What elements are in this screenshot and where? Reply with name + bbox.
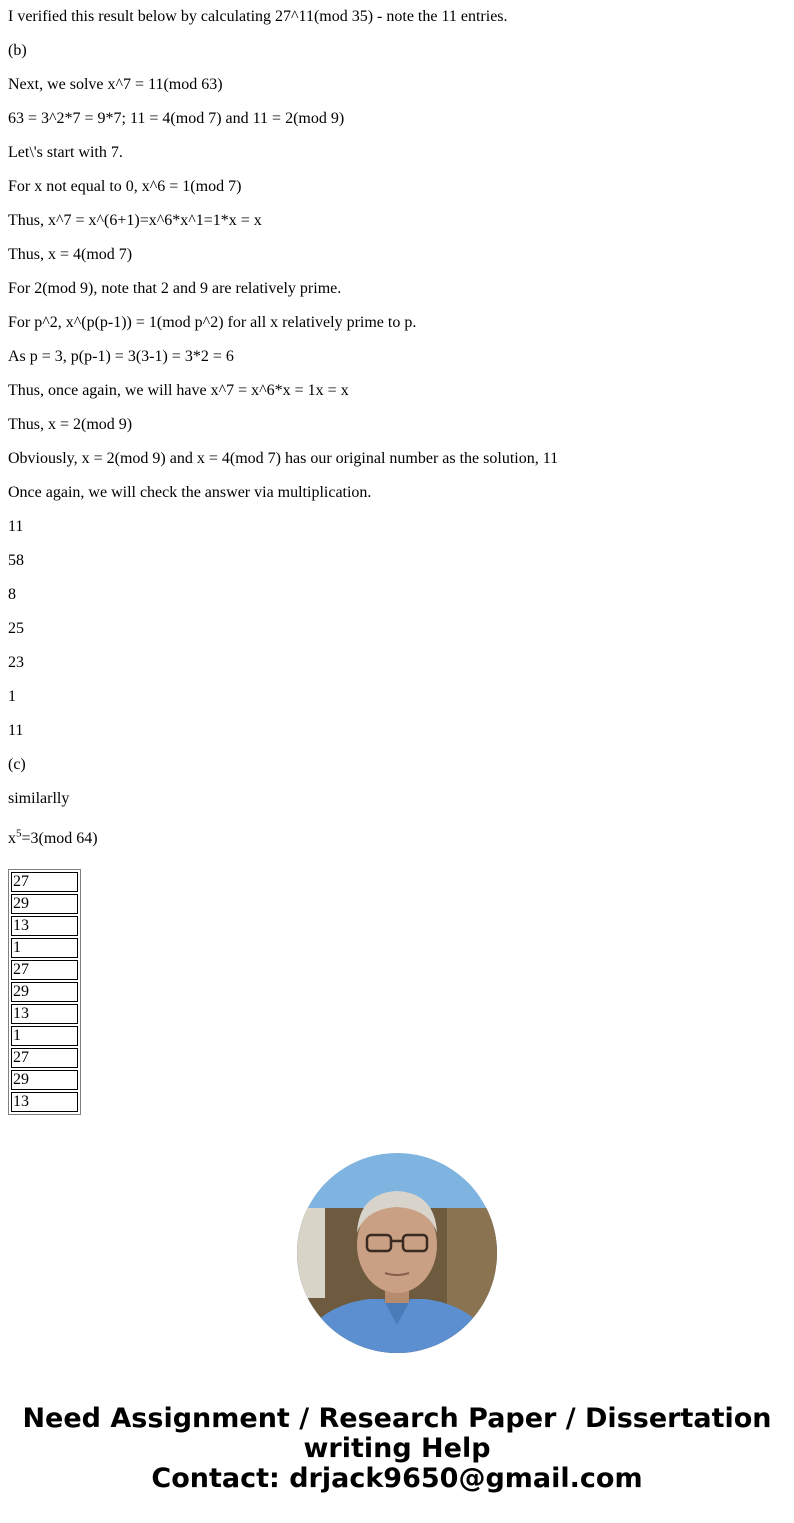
table-row bbox=[11, 1004, 78, 1024]
table-row bbox=[11, 1048, 78, 1068]
check-value: 25 bbox=[8, 620, 24, 637]
table-cell: 13 bbox=[11, 1092, 78, 1112]
text-line: Once again, we will check the answer via multiplication. bbox=[8, 484, 372, 501]
check-value: 11 bbox=[8, 722, 24, 739]
table-cell: 1 bbox=[11, 938, 78, 958]
values-table bbox=[8, 869, 81, 1115]
text-line: Obviously, x = 2(mod 9) and x = 4(mod 7) has our original number as the solution, 11 bbox=[8, 450, 559, 467]
text-line: Thus, x = 4(mod 7) bbox=[8, 246, 133, 263]
avatar-window bbox=[297, 1208, 325, 1298]
table-row bbox=[11, 1092, 78, 1112]
table-cell: 13 bbox=[11, 1004, 78, 1024]
text-line: similarlly bbox=[8, 790, 70, 807]
promo-line: writing Help bbox=[303, 1433, 491, 1464]
text-line: Next, we solve x^7 = 11(mod 63) bbox=[8, 76, 223, 93]
check-value: 23 bbox=[8, 654, 24, 671]
equation-exponent: 5 bbox=[16, 827, 22, 840]
check-value: 8 bbox=[8, 586, 16, 603]
text-line: Thus, x = 2(mod 9) bbox=[8, 416, 133, 433]
promo-banner bbox=[0, 1404, 794, 1494]
text-line: Thus, once again, we will have x^7 = x^6*x = 1x = x bbox=[8, 382, 349, 399]
table-row bbox=[11, 982, 78, 1002]
table-cell: 29 bbox=[11, 1070, 78, 1090]
text-line: I verified this result below by calculating 27^11(mod 35) - note the 11 entries. bbox=[8, 8, 508, 25]
check-value: 11 bbox=[8, 518, 24, 535]
table-cell: 27 bbox=[11, 872, 78, 892]
table-cell: 29 bbox=[11, 982, 78, 1002]
text-line: 63 = 3^2*7 = 9*7; 11 = 4(mod 7) and 11 = 2(mod 9) bbox=[8, 110, 345, 127]
table-cell: 1 bbox=[11, 1026, 78, 1046]
section-label-c: (c) bbox=[8, 756, 26, 773]
text-line: For 2(mod 9), note that 2 and 9 are relatively prime. bbox=[8, 280, 342, 297]
table-row bbox=[11, 960, 78, 980]
table-cell: 29 bbox=[11, 894, 78, 914]
equation-rest: =3(mod 64) bbox=[21, 830, 98, 847]
check-value: 58 bbox=[8, 552, 24, 569]
author-avatar bbox=[297, 1153, 497, 1353]
check-value: 1 bbox=[8, 688, 16, 705]
table-cell: 27 bbox=[11, 1048, 78, 1068]
text-line: Let\'s start with 7. bbox=[8, 144, 123, 161]
promo-contact: Contact: drjack9650@gmail.com bbox=[151, 1463, 643, 1494]
table-row bbox=[11, 872, 78, 892]
table-row bbox=[11, 916, 78, 936]
text-line: As p = 3, p(p-1) = 3(3-1) = 3*2 = 6 bbox=[8, 348, 234, 365]
section-label-b: (b) bbox=[8, 42, 27, 59]
text-line: For x not equal to 0, x^6 = 1(mod 7) bbox=[8, 178, 242, 195]
table-row bbox=[11, 894, 78, 914]
equation-base: x bbox=[8, 830, 16, 847]
table-cell: 27 bbox=[11, 960, 78, 980]
promo-line: Need Assignment / Research Paper / Dissertation bbox=[22, 1403, 772, 1434]
table-row bbox=[11, 938, 78, 958]
equation-line bbox=[8, 816, 788, 862]
avatar-photo bbox=[297, 1153, 497, 1353]
text-line: For p^2, x^(p(p-1)) = 1(mod p^2) for all x relatively prime to p. bbox=[8, 314, 417, 331]
text-line: Thus, x^7 = x^(6+1)=x^6*x^1=1*x = x bbox=[8, 212, 262, 229]
table-row bbox=[11, 1070, 78, 1090]
document-body bbox=[8, 0, 788, 862]
table-row bbox=[11, 1026, 78, 1046]
table-cell: 13 bbox=[11, 916, 78, 936]
